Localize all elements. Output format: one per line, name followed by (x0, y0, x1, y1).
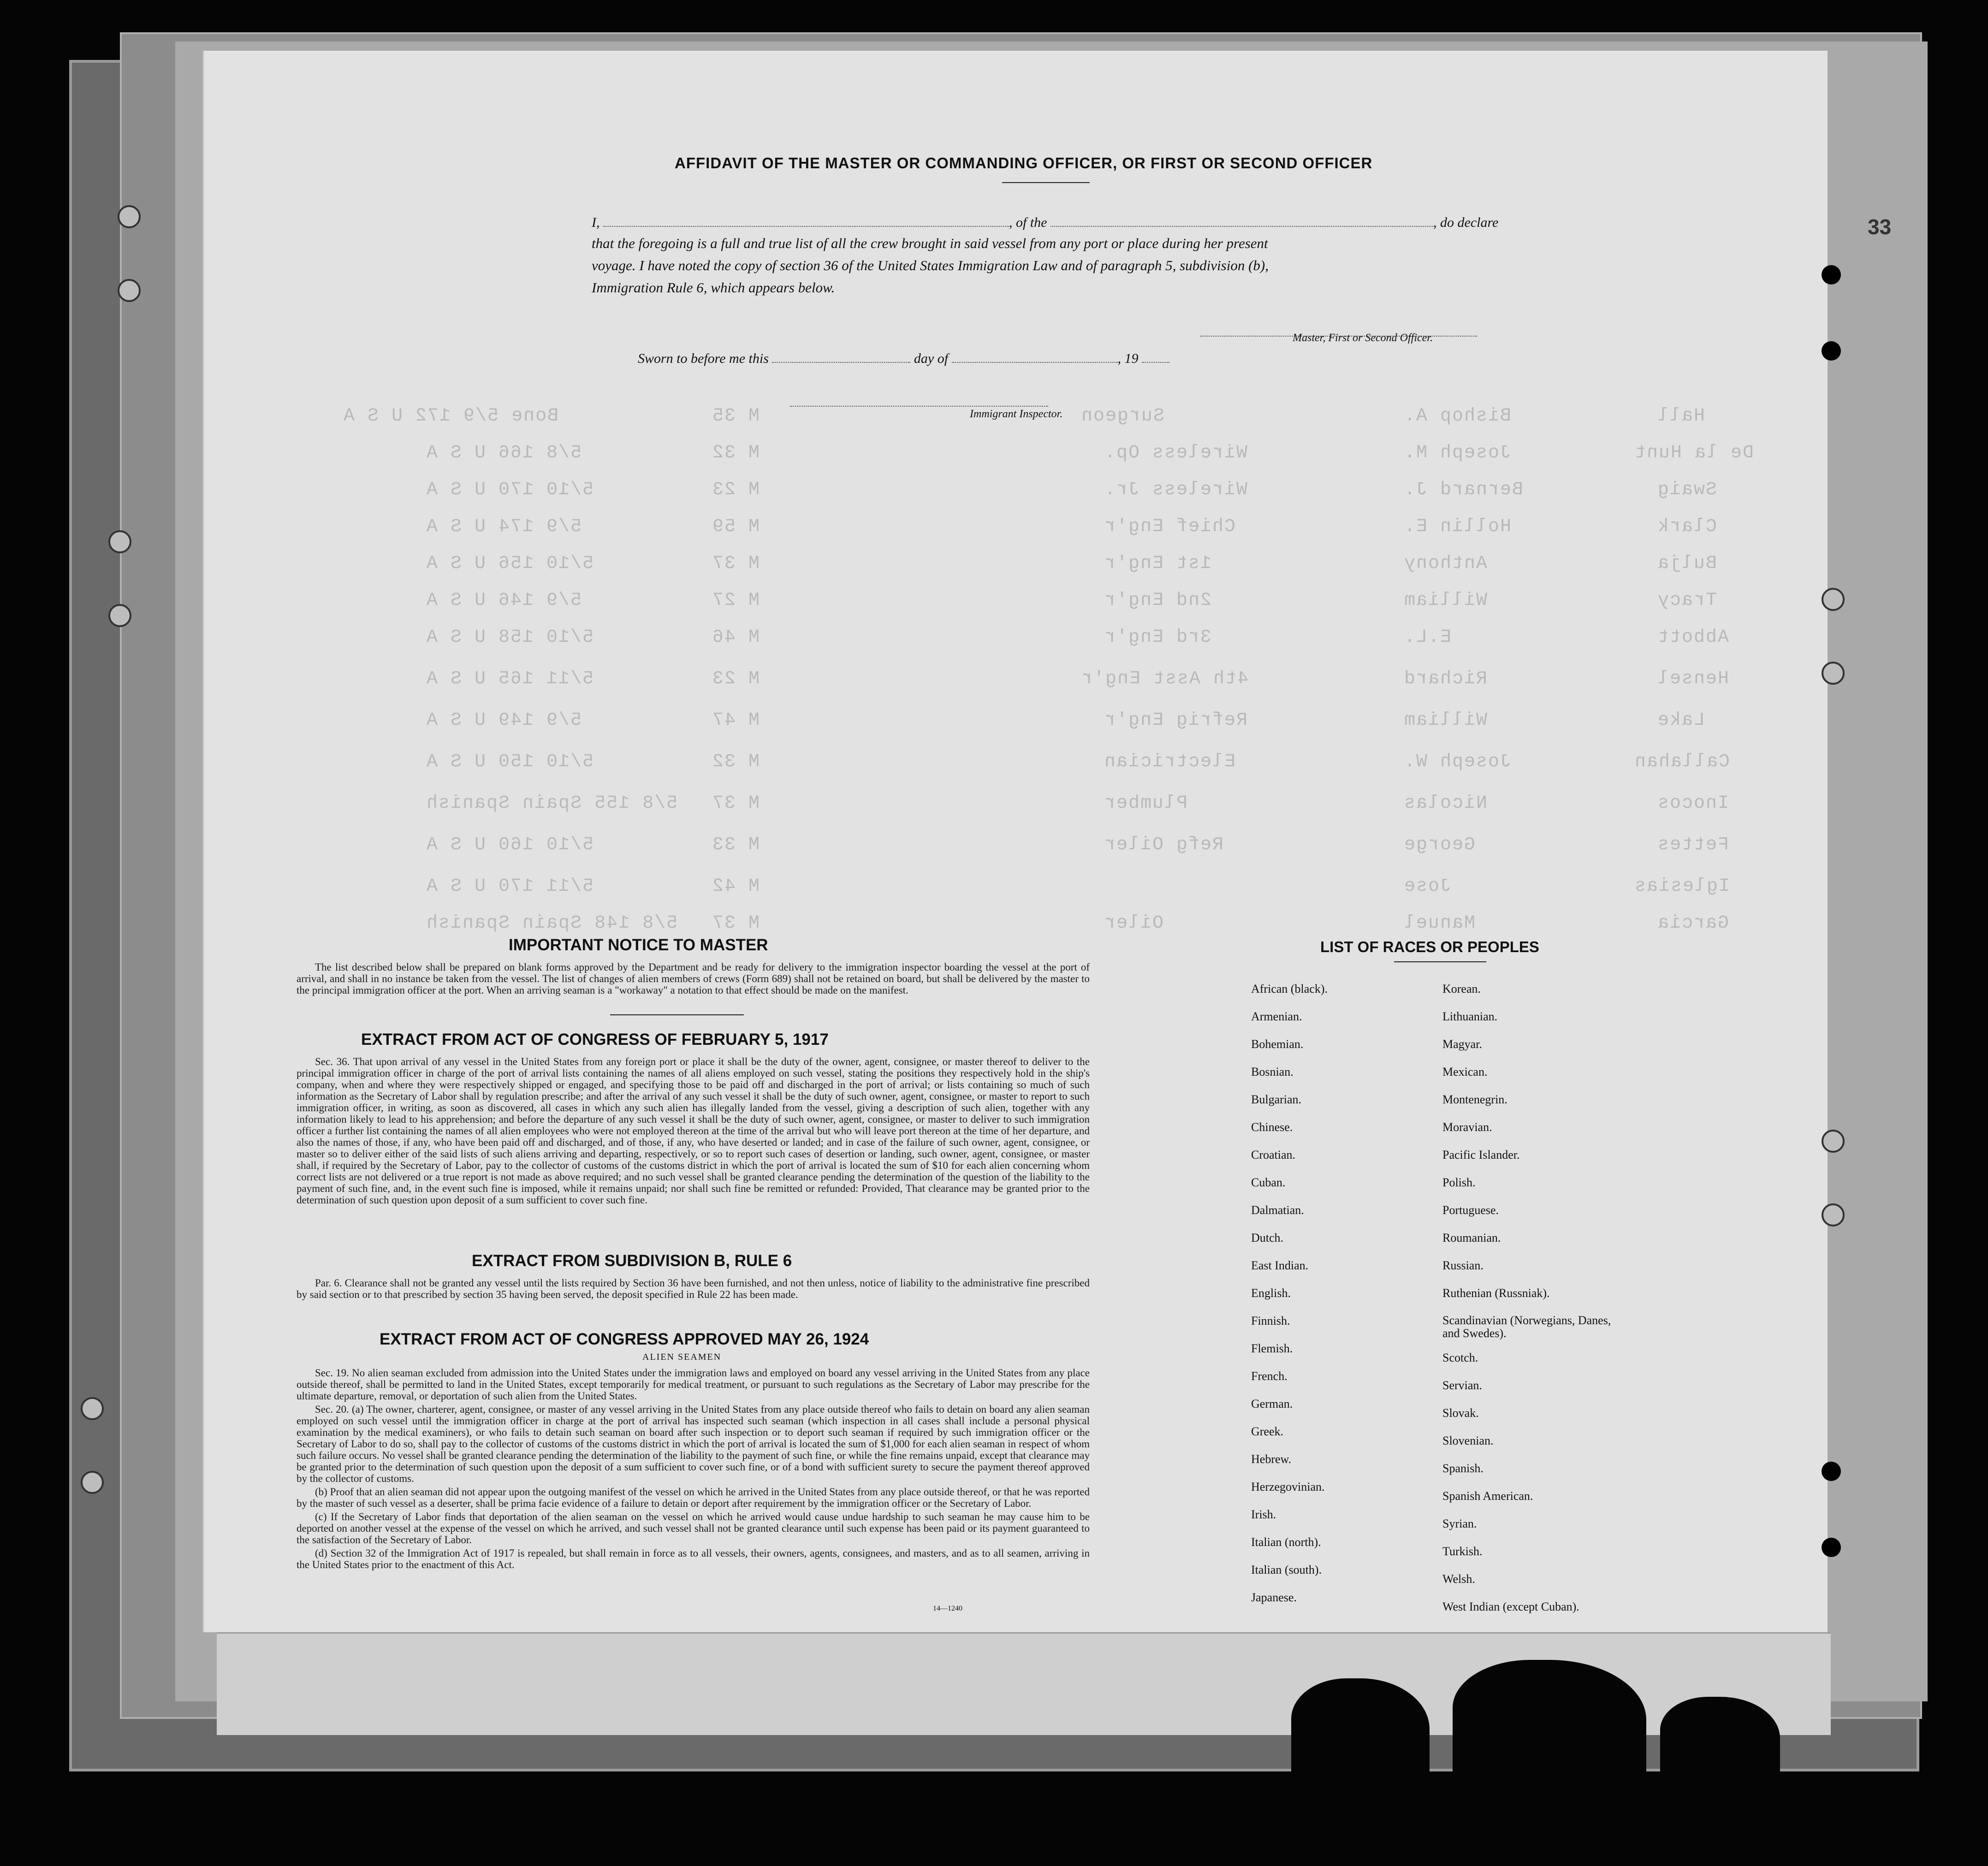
race-item: Pacific Islander. (1442, 1148, 1520, 1161)
extract-1924-paragraph: Sec. 20. (a) The owner, charterer, agent, consignee, or master of any vessel arriving in the United States from any place outside thereof who fails to detain on board any alien seaman employed on such vessel until the immigration officer in charge at the port of arrival has inspected such seaman (which inspection in all cases shall include a personal physical examination by the medical examiners), or who fails to detain such seaman on board after such inspection or to deport such seaman if required by such immigration officer or the Secretary of Labor to do so, shall pay to the collector of customs of the customs district in which the port of arrival is located the sum of $1,000 for each alien seaman in respect of whom such failure occurs. No vessel shall be granted clearance pending the determination of the liability to the payment of such fine, or while the fine remains unpaid, except that clearance may be granted prior to the determination of such question upon the deposit of a sum sufficient to cover such fine, or of a bond with sufficient surety to secure the payment thereof approved by the collector of customs. (297, 1404, 1090, 1484)
extract-1924-title: EXTRACT FROM ACT OF CONGRESS APPROVED MAY 26, 1924 (380, 1330, 869, 1348)
race-item: Korean. (1442, 982, 1481, 995)
race-item: Polish. (1442, 1176, 1476, 1189)
punch-hole (1822, 1130, 1845, 1153)
section-divider (610, 1014, 744, 1015)
race-item: German. (1251, 1397, 1293, 1410)
sworn-month-field[interactable] (952, 348, 1118, 363)
affidavit-line1: I, , of the , do declare (592, 212, 1498, 231)
race-item: Italian (south). (1251, 1563, 1322, 1576)
races-divider (1394, 961, 1486, 962)
sworn-date-field[interactable] (772, 348, 910, 363)
title-divider (1002, 182, 1090, 183)
bleed-through-row: 5/11 170 U S A M 42 Jose Iglesias (426, 876, 1730, 897)
race-item: Servian. (1442, 1379, 1482, 1392)
punch-hole (118, 279, 141, 302)
race-item: French. (1251, 1369, 1288, 1383)
punch-hole (1822, 265, 1841, 284)
race-item: Finnish. (1251, 1314, 1290, 1327)
race-item: Ruthenian (Russniak). (1442, 1286, 1550, 1300)
race-item: Greek. (1251, 1425, 1284, 1438)
punch-hole (1822, 662, 1845, 685)
bleed-through-row: 5/10 150 U S A M 32 Electrician Joseph W. Callahan (426, 752, 1730, 772)
race-item: Italian (north). (1251, 1535, 1321, 1549)
race-item: Croatian. (1251, 1148, 1296, 1161)
affidavit-body-line: voyage. I have noted the copy of section 36 of the United States Immigration Law and of paragraph 5, subdivision (b), (592, 257, 1269, 273)
race-item: English. (1251, 1286, 1291, 1300)
races-title: LIST OF RACES OR PEOPLES (1320, 938, 1539, 955)
race-item: Roumanian. (1442, 1231, 1501, 1244)
race-item: Scandinavian (Norwegians, Danes, and Swedes). (1442, 1314, 1611, 1340)
bleed-through-row: 5/9 149 U S A M 47 Refrig Eng'r William Lake (426, 710, 1705, 731)
punch-hole (81, 1471, 104, 1494)
bleed-through-row: 5/8 166 U S A M 32 Wireless Op. Joseph M. De la Hunt (426, 443, 1754, 463)
race-item: Turkish. (1442, 1545, 1483, 1558)
master-signature-label: Master, First or Second Officer. (1293, 332, 1433, 344)
notice-text: The list described below shall be prepared on blank forms approved by the Department and be ready for delivery to the immigration inspector boarding the vessel at the port of arrival, and shall in no instance be taken from the vessel. The list of changes of alien members of crews (Form 689) shall not be retained on board, but shall be delivered by the master to the principal immigration officer at the port. When an arriving seaman is a "workaway" a notation to that effect should be made on the manifest. (297, 961, 1090, 996)
race-item: Spanish American. (1442, 1489, 1533, 1503)
race-item: Bosnian. (1251, 1065, 1294, 1078)
race-item: Slovenian. (1442, 1434, 1494, 1447)
extract-rule6-text: Par. 6. Clearance shall not be granted any vessel until the lists required by Section 36 have been furnished, and not then unless, notice of liability to the administrative fine prescribed by said section or to that prescribed by section 35 having been served, the deposit specified in Rule 22 has been made. (297, 1277, 1090, 1300)
race-item: Scotch. (1442, 1351, 1478, 1364)
race-item: Syrian. (1442, 1517, 1477, 1530)
affidavit-body-line: that the foregoing is a full and true list of all the crew brought in said vessel from any port or place during her present (592, 235, 1268, 251)
torn-edge (1291, 1678, 1430, 1780)
extract-1924-paragraph: (c) If the Secretary of Labor finds that deportation of the alien seaman on the vessel on which he arrived would cause undue hardship to such seaman he may cause him to be deported on another vessel at the expense of the vessel on which he arrived, and such vessel shall not be granted clearance until such expense has been paid or its payment guaranteed to the satisfaction of the Secretary of Labor. (297, 1511, 1090, 1546)
race-item: Cuban. (1251, 1176, 1286, 1189)
form-number: 14—1240 (933, 1605, 962, 1612)
race-item: Welsh. (1442, 1572, 1475, 1586)
race-item: Spanish. (1442, 1462, 1484, 1475)
vessel-name-field[interactable] (1050, 212, 1433, 227)
bleed-through-row: 5/10 160 U S A M 33 Refg Oiler George Fettes (426, 835, 1729, 855)
bleed-through-row: 5/11 165 U S A M 23 4th Asst Eng'r Richard Hensel (426, 669, 1729, 689)
race-item: Bohemian. (1251, 1037, 1304, 1051)
extract-1924-paragraph: Sec. 19. No alien seaman excluded from admission into the United States under the immigration laws and employed on board any vessel arriving in the United States from any place outside thereof, shall be permitted to land in the United States, except temporarily for medical treatment, or pursuant to such regulations as the Secretary of Labor may prescribe for the ultimate departure, removal, or deportation of such alien from the United States. (297, 1367, 1090, 1402)
race-item: Japanese. (1251, 1591, 1297, 1604)
torn-edge (1453, 1660, 1646, 1780)
race-item: Chinese. (1251, 1120, 1293, 1134)
race-item: Hebrew. (1251, 1452, 1292, 1466)
race-item: Slovak. (1442, 1406, 1479, 1420)
punch-hole (118, 205, 141, 228)
inspector-label: Immigrant Inspector. (970, 408, 1063, 420)
race-item: Magyar. (1442, 1037, 1482, 1051)
torn-edge (1660, 1697, 1780, 1780)
race-item: Russian. (1442, 1259, 1484, 1272)
punch-hole (1822, 1203, 1845, 1226)
race-item: Mexican. (1442, 1065, 1488, 1078)
bleed-through-row: 5/9 146 U S A M 27 2nd Eng'r William Tracy (426, 590, 1717, 611)
declarant-name-field[interactable] (603, 212, 1009, 227)
bleed-through-row: 5/10 170 U S A M 23 Wireless Jr. Bernard J. Swaig (426, 480, 1717, 500)
punch-hole (1822, 588, 1845, 611)
extract-1917-text: Sec. 36. That upon arrival of any vessel in the United States from any foreign port or place it shall be the duty of the owner, agent, consignee, or master thereof to deliver to the principal immigration officer in charge of the port of arrival lists containing the names of all aliens employed on such vessel, stating the positions they respectively hold in the ship's company, when and where they were respectively shipped or engaged, and specifying those to be paid off and discharged in the port of arrival; or lists containing so much of such information as the Secretary of Labor shall by regulation prescribe; and after the arrival of any such vessel it shall be the duty of such owner, agent, consignee, or master to report to such immigration officer, in writing, as soon as discovered, all cases in which any such alien has illegally landed from the vessel, giving a description of such alien, together with any information likely to lead to his apprehension; and before the departure of any such vessel it shall be the duty of such owner, agent, consignee, or master to deliver to such immigration officer a further list containing the names of all alien employees who were not employed thereon at the time of the arrival but who will leave port thereon at the time of her departure, and also the names of those, if any, who have been paid off and discharged, and of those, if any, who have deserted or landed; and in case of the failure of such owner, agent, consignee, or master so to deliver either of the said lists of such aliens arriving and departing, respectively, or so to report such cases of desertion or landing, such owner, agent, consignee, or master shall, if required by the Secretary of Labor, pay to the collector of customs of the customs district in which the port of arrival is located the sum of $10 for each alien concerning whom correct lists are not delivered or a true report is not made as above required; and no such vessel shall be granted clearance pending the determination of the question of the liability to the payment of such fine, and, in the event such fine is imposed, while it remains unpaid; nor shall such fine be remitted or refunded: Provided, That clearance may be granted prior to the determination of such question upon deposit of a sum sufficient to cover such fine. (297, 1056, 1090, 1206)
punch-hole (1822, 1462, 1841, 1481)
extract-1924-paragraph: (b) Proof that an alien seaman did not appear upon the outgoing manifest of the vessel on which he arrived in the United States from any place outside thereof, or that he was reported by the master of such vessel as a deserter, shall be prima facie evidence of a failure to detain or deport after requirement by the immigration officer or the Secretary of Labor. (297, 1486, 1090, 1509)
race-item: Montenegrin. (1442, 1093, 1507, 1106)
race-item: African (black). (1251, 982, 1328, 995)
extract-1924-paragraph: (d) Section 32 of the Immigration Act of 1917 is repealed, but shall remain in force as to all vessels, their owners, agents, consignees, and masters, and as to all seamen, arriving in the United States prior to the enactment of this Act. (297, 1547, 1090, 1570)
sworn-year-field[interactable] (1142, 348, 1169, 363)
extract-1924-text (297, 1367, 1090, 1572)
race-item: West Indian (except Cuban). (1442, 1600, 1579, 1613)
bleed-through-row: 5/8 148 Spain Spanish M 37 Oiler Manuel Garcia (426, 913, 1729, 934)
extract-1917-title: EXTRACT FROM ACT OF CONGRESS OF FEBRUARY 5, 1917 (361, 1031, 829, 1049)
bleed-through-row: Bone 5/9 172 U S A M 35 Surgeon Bishop A. Hall (343, 406, 1705, 427)
inspector-signature-field[interactable] (790, 392, 1048, 407)
bleed-through-row: 5/10 156 U S A M 37 1st Eng'r Anthony Bulja (426, 553, 1717, 574)
affidavit-title: AFFIDAVIT OF THE MASTER OR COMMANDING OFFICER, OR FIRST OR SECOND OFFICER (675, 154, 1373, 172)
sworn-line: Sworn to before me this day of , 19 (638, 348, 1169, 367)
affidavit-body-line: Immigration Rule 6, which appears below. (592, 279, 835, 296)
punch-hole (1822, 1538, 1841, 1557)
race-item: Herzegovinian. (1251, 1480, 1325, 1493)
race-item: Portuguese. (1442, 1203, 1499, 1217)
punch-hole (108, 604, 131, 627)
notice-title: IMPORTANT NOTICE TO MASTER (509, 936, 768, 954)
race-item: Armenian. (1251, 1010, 1302, 1023)
extract-1924-subtitle: ALIEN SEAMEN (642, 1352, 722, 1362)
race-item: Dutch. (1251, 1231, 1284, 1244)
page-number: 33 (1868, 215, 1892, 239)
punch-hole (108, 530, 131, 553)
document-sheet (203, 51, 1828, 1632)
punch-hole (1822, 341, 1841, 361)
race-item: East Indian. (1251, 1259, 1309, 1272)
race-item: Lithuanian. (1442, 1010, 1498, 1023)
punch-hole (81, 1397, 104, 1420)
race-item: Irish. (1251, 1508, 1276, 1521)
bleed-through-row: 5/10 158 U S A M 46 3rd Eng'r E.L. Abbott (426, 627, 1729, 648)
race-item: Dalmatian. (1251, 1203, 1304, 1217)
bleed-through-row: 5/8 155 Spain Spanish M 37 Plumber Nicolas Inocos (426, 793, 1729, 814)
race-item: Bulgarian. (1251, 1093, 1302, 1106)
extract-rule6-title: EXTRACT FROM SUBDIVISION B, RULE 6 (472, 1252, 792, 1270)
race-item: Moravian. (1442, 1120, 1492, 1134)
bleed-through-row: 5/9 174 U S A M 59 Chief Eng'r Hollin E. Clark (426, 516, 1717, 537)
race-item: Flemish. (1251, 1342, 1293, 1355)
